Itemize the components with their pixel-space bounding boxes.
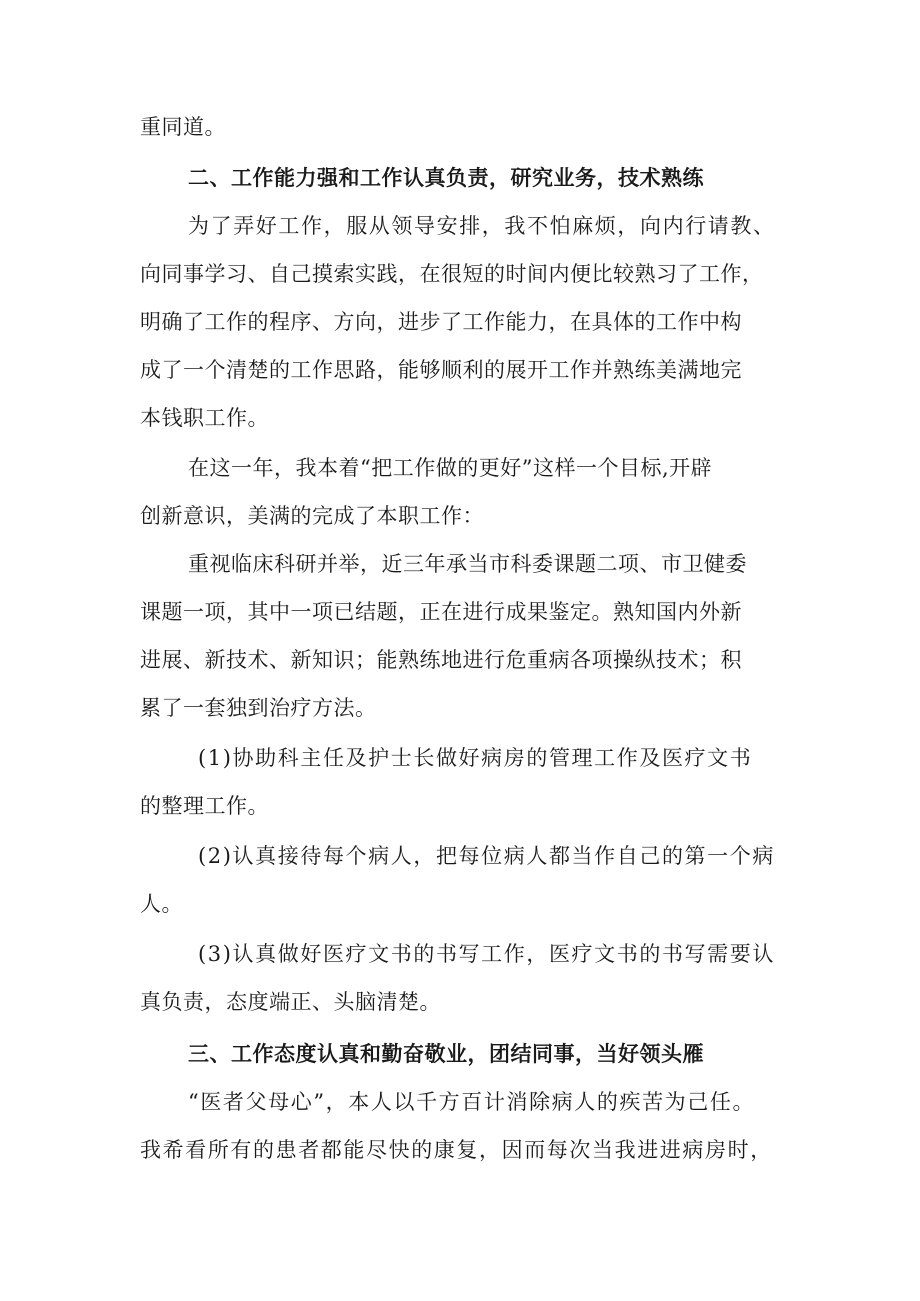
section-heading-two: 二、工作能力强和工作认真负责，研究业务，技术熟练 xyxy=(188,166,704,190)
paragraph-line: 成了一个清楚的工作思路，能够顺利的展开工作并熟练美满地完 xyxy=(140,358,742,382)
paragraph-line: 的整理工作。 xyxy=(140,794,269,818)
paragraph-line: 真负责，态度端正、头脑清楚。 xyxy=(140,990,441,1014)
paragraph-line: 累了一套独到治疗方法。 xyxy=(140,696,377,720)
paragraph-line: 在这一年，我本着“把工作做的更好”这样一个目标,开辟 xyxy=(188,456,713,480)
list-item-line: (1)协助科主任及护士长做好病房的管理工作及医疗文书 xyxy=(198,746,753,770)
paragraph-line: 重同道。 xyxy=(140,115,226,139)
paragraph-line: 明确了工作的程序、方向，进步了工作能力，在具体的工作中构 xyxy=(140,310,742,334)
section-heading-three: 三、工作态度认真和勤奋敬业，团结同事，当好领头雁 xyxy=(188,1042,704,1066)
paragraph-line: 重视临床科研并举，近三年承当市科委课题二项、市卫健委 xyxy=(188,552,747,576)
paragraph-line: 为了弄好工作，服从领导安排，我不怕麻烦，向内行请教、 xyxy=(188,214,776,238)
paragraph-line: 创新意识，美满的完成了本职工作： xyxy=(140,504,484,528)
list-item-line: (2)认真接待每个病人，把每位病人都当作自己的第一个病 xyxy=(198,844,775,868)
paragraph-line: 人。 xyxy=(140,892,183,916)
paragraph-line: 向同事学习、自己摸索实践，在很短的时间内便比较熟习了工作， xyxy=(140,262,764,286)
paragraph-line: 我希看所有的患者都能尽快的康复，因而每次当我进进病房时， xyxy=(140,1138,773,1162)
list-item-line: (3)认真做好医疗文书的书写工作，医疗文书的书写需要认 xyxy=(198,942,775,966)
paragraph-line: 进展、新技术、新知识；能熟练地进行危重病各项操纵技术；积 xyxy=(140,648,742,672)
paragraph-line: 本钱职工作。 xyxy=(140,406,269,430)
paragraph-line: “医者父母心”，本人以千方百计消除病人的疾苦为己任。 xyxy=(188,1090,756,1114)
paragraph-line: 课题一项，其中一项已结题，正在进行成果鉴定。熟知国内外新 xyxy=(140,600,742,624)
